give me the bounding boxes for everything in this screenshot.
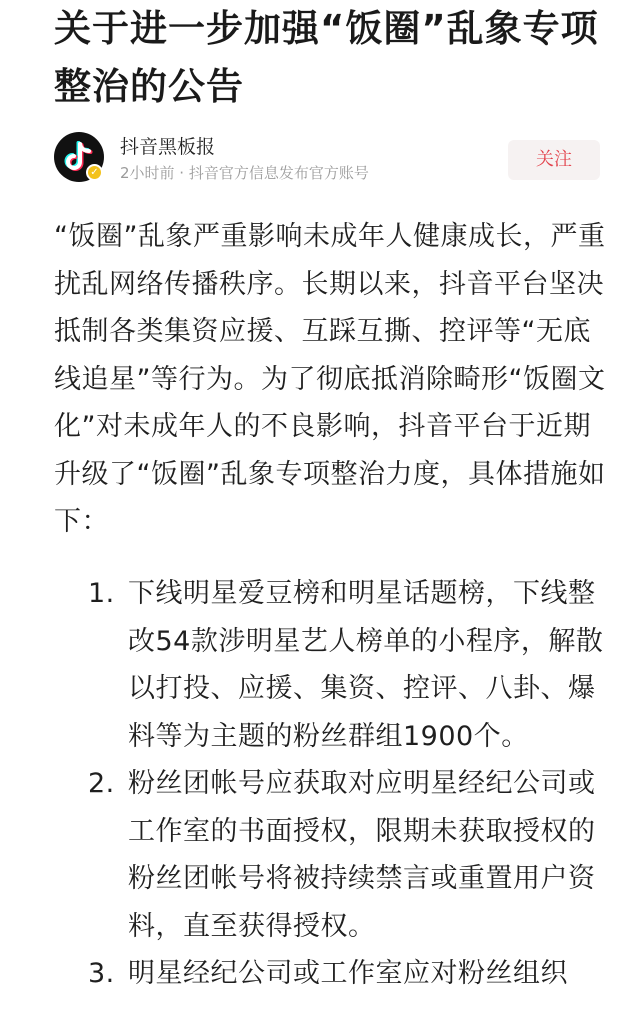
follow-button[interactable]: 关注 [508,140,600,180]
list-item-number: 1. [88,578,115,609]
list-item [88,570,608,760]
list-item [88,760,608,950]
list-item-text: 粉丝团帐号应获取对应明星经纪公司或工作室的书面授权，限期未获取授权的粉丝团帐号将被持续禁言或重置用户资料，直至获得授权。 [128,768,596,942]
author-row [54,132,594,188]
list-item-text: 下线明星爱豆榜和明星话题榜，下线整改54款涉明星艺人榜单的小程序，解散以打投、应援、集资、控评、八卦、爆料等为主题的粉丝群组1900个。 [128,578,604,752]
list-item [88,950,608,998]
author-meta: 2小时前 · 抖音官方信息发布官方账号 [120,164,369,182]
verified-badge-icon: ✓ [86,164,103,181]
list-item-number: 2. [88,768,115,799]
article-intro: “饭圈”乱象严重影响未成年人健康成长，严重扰乱网络传播秩序。长期以来，抖音平台坚决抵制各类集资应援、互踩互撕、控评等“无底线追星”等行为。为了彻底抵消除畸形“饭圈文化”对未成年人的不良影响，抖音平台于近期升级了“饭圈”乱象专项整治力度，具体措施如下： [54,221,606,537]
article-title: 关于进一步加强“饭圈”乱象专项整治的公告 [54,7,599,108]
list-item-number: 3. [88,958,115,989]
author-name[interactable]: 抖音黑板报 [120,136,216,158]
list-item-text: 明星经纪公司或工作室应对粉丝组织 [128,958,568,989]
measures-list [88,570,608,998]
